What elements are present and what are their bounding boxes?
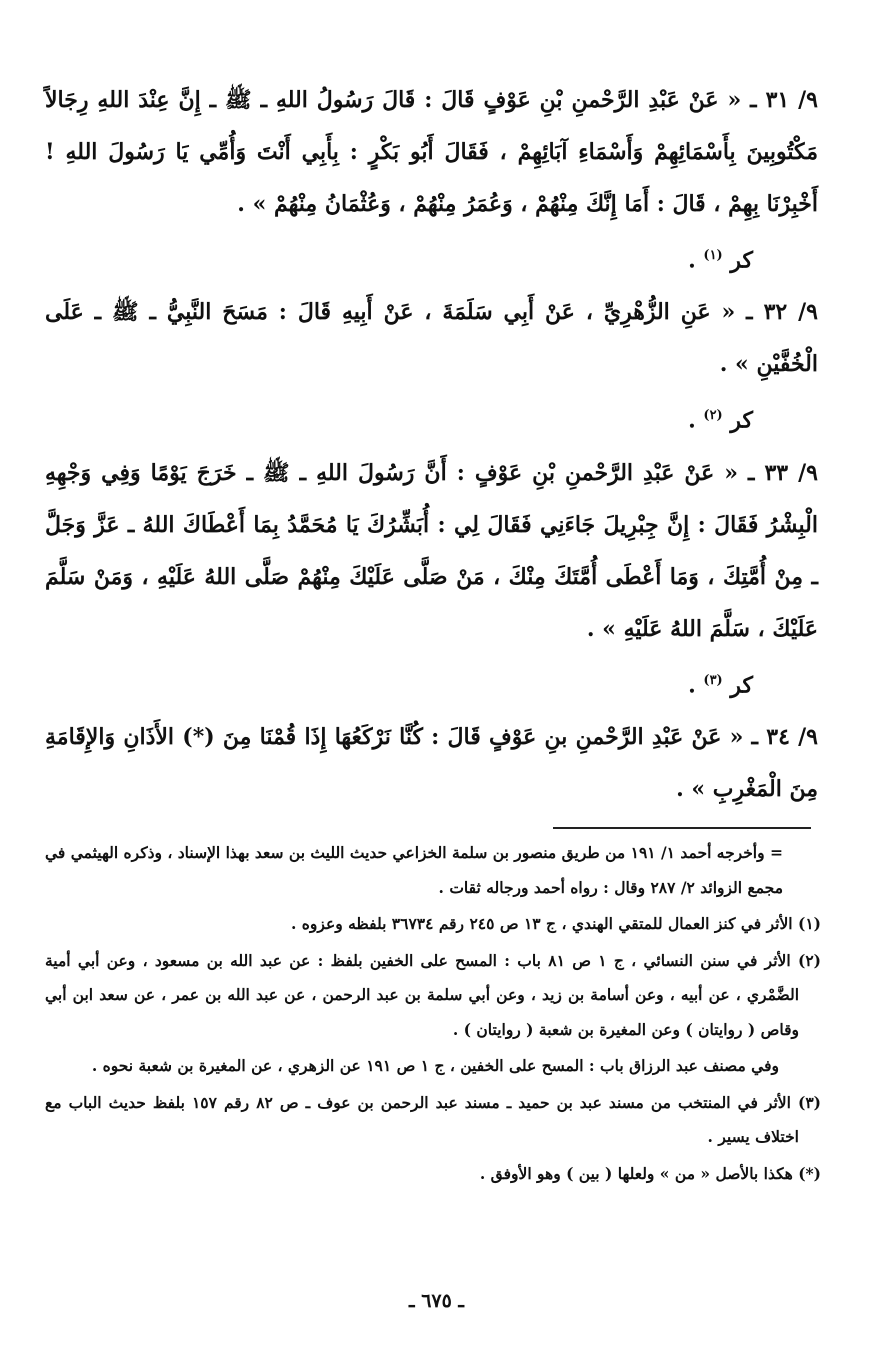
hadith-31: ٩/ ٣١ ـ « عَنْ عَبْدِ الرَّحْمنِ بْنِ عَوْفٍ قَالَ : قَالَ رَسُولُ اللهِ ـ ﷺ ـ إِنَّ عِنْدَ اللهِ رِجَالاً مَكْتُوبِينَ بِأَسْمَائِهِمْ وَأَسْمَاءِ آبَائِهِمْ ، فَقَالَ أَبُو بَكْرٍ : بِأَبِي أَنْتَ وَأُمِّي يَا رَسُولَ اللهِ ! أَخْبِرْنَا بِهِمْ ، قَالَ : أَمَا إِنَّكَ مِنْهُمْ ، وَعُمَرُ مِنْهُمْ ، وَعُثْمَانُ مِنْهُمْ » . — [45, 87, 818, 217]
source-line-31 — [45, 230, 818, 286]
footnote-ref: (٢) — [703, 408, 723, 424]
source-line-32 — [45, 390, 818, 446]
footnote-1: (١) الأثر في كنز العمال للمتقي الهندي ، ج ١٣ ص ٢٤٥ رقم ٣٦٧٣٤ بلفظه وعزوه . — [291, 914, 821, 933]
footnote-2: (٢) الأثر في سنن النسائي ، ج ١ ص ٨١ باب : المسح على الخفين بلفظ : عن عبد الله بن مسعود ، وعن أبي أمية الضَّمْري ، عن أبيه ، وعن أسامة بن زيد ، وعن أبي سلمة بن عبد الرحمن ، عن عبد الله بن عمر ، عن سعد ابن أبي وقاص ( روايتان ) وعن المغيرة بن شعبة ( روايتان ) . — [45, 950, 821, 1039]
page-number: ـ ٦٧٥ ـ — [409, 1290, 464, 1312]
footnote-ref: (٣) — [703, 672, 723, 688]
footnote-ref: (١) — [703, 248, 723, 263]
footnote-asterisk: (*) هكذا بالأصل « من » ولعلها ( بين ) وهو الأوفق . — [479, 1163, 821, 1183]
period: . — [688, 247, 696, 274]
footnote-continuation: = وأخرجه أحمد ١/ ١٩١ من طريق منصور بن سلمة الخزاعي حديث الليث بن سعد بهذا الإسناد ، وذكره الهيثمي في مجمع الزوائد ٢/ ٢٨٧ وقال : رواه أحمد ورجاله ثقات . — [45, 843, 783, 897]
footnote-2-continued: وفي مصنف عبد الرزاق باب : المسح على الخفين ، ج ١ ص ١٩١ عن الزهري ، عن المغيرة بن شعبة نحوه . — [91, 1056, 779, 1075]
period: . — [688, 407, 696, 434]
hadith-34: ٩/ ٣٤ ـ « عَنْ عَبْدِ الرَّحْمنِ بنِ عَوْفٍ قَالَ : كُنَّا نَرْكَعُهَا إِذَا قُمْنَا مِنَ (*) الأَذَانِ وَالإِقَامَةِ مِنَ الْمَغْرِبِ » . — [45, 723, 818, 802]
main-text — [45, 74, 818, 815]
footnotes — [45, 836, 821, 1193]
hadith-33: ٩/ ٣٣ ـ « عَنْ عَبْدِ الرَّحْمنِ بْنِ عَوْفٍ : أَنَّ رَسُولَ اللهِ ـ ﷺ ـ خَرَجَ يَوْمًا وَفِي وَجْهِهِ الْبِشْرُ فَقَالَ : إِنَّ جِبْرِيلَ جَاءَنِي فَقَالَ لِي : أُبَشِّرُكَ يَا مُحَمَّدُ بِمَا أَعْطَاكَ اللهُ ـ عَزَّ وَجَلَّ ـ مِنْ أُمَّتِكَ ، وَمَا أَعْطَى أُمَّتَكَ مِنْكَ ، مَنْ صَلَّى عَلَيْكَ مِنْهُمْ صَلَّى اللهُ عَلَيْهِ ، وَمَنْ سَلَّمَ عَلَيْكَ ، سَلَّمَ اللهُ عَلَيْهِ » . — [45, 459, 818, 642]
source-abbrev: كر — [730, 407, 753, 434]
hadith-32: ٩/ ٣٢ ـ « عَنِ الزُّهْرِيِّ ، عَنْ أَبِي سَلَمَةَ ، عَنْ أَبِيهِ قَالَ : مَسَحَ النَّبِيُّ ـ ﷺ ـ عَلَى الْخُفَّيْنِ » . — [45, 299, 818, 378]
source-abbrev: كر — [730, 671, 753, 698]
period: . — [688, 671, 696, 698]
source-abbrev: كر — [730, 247, 753, 274]
source-line-33 — [45, 655, 818, 711]
footnote-separator — [553, 827, 811, 829]
footnote-3: (٣) الأثر في المنتخب من مسند عبد بن حميد ـ مسند عبد الرحمن بن عوف ـ ص ٨٢ رقم ١٥٧ بلفظ حديث الباب مع اختلاف يسير . — [45, 1092, 821, 1146]
